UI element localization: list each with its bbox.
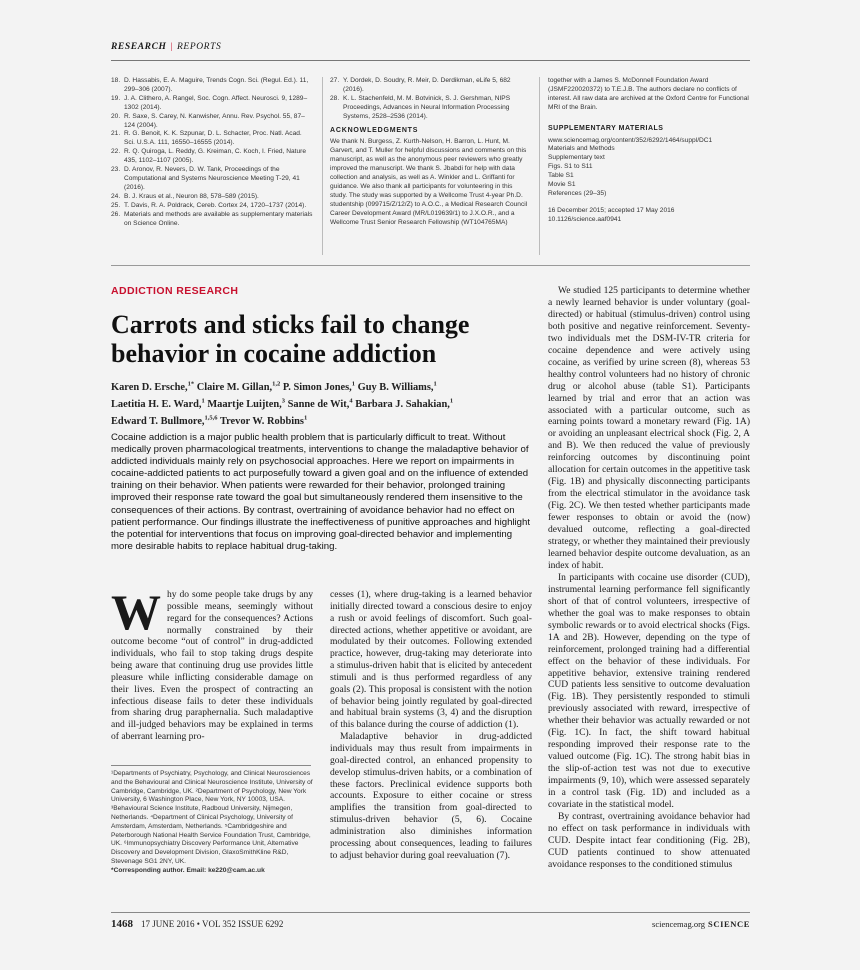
body-column-3 bbox=[548, 285, 750, 871]
acknowledgments-heading: ACKNOWLEDGMENTS bbox=[330, 126, 419, 134]
article-section-label: ADDICTION RESEARCH bbox=[111, 285, 239, 297]
reference-text: R. Q. Quiroga, L. Reddy, G. Kreiman, C. Koch, I. Fried, Nature 435, 1102–1107 (2005). bbox=[124, 148, 307, 165]
reference-text: J. A. Clithero, A. Rangel, Soc. Cogn. Affect. Neurosci. 9, 1289–1302 (2014). bbox=[124, 94, 308, 111]
corresponding-author: *Corresponding author. Email: ke220@cam.ac.uk bbox=[111, 866, 265, 874]
doi[interactable]: 10.1126/science.aaf0941 bbox=[548, 215, 622, 223]
reference-item bbox=[111, 113, 314, 131]
reference-text: T. Davis, R. A. Poldrack, Cereb. Cortex 24, 1720–1737 (2014). bbox=[124, 201, 307, 209]
reference-item bbox=[111, 130, 314, 148]
author: Barbara J. Sahakian,$^1$ bbox=[355, 397, 454, 411]
affiliations bbox=[111, 770, 313, 876]
reference-text: R. G. Benoit, K. K. Szpunar, D. L. Schacter, Proc. Natl. Acad. Sci. U.S.A. 111, 16550–16555 (2014). bbox=[124, 130, 302, 147]
body-paragraph: Why do some people take drugs by any possible means, seemingly without regard for the consequences? Actions normally constrained by their outcome become “out of control” in drug-addicted individuals, who fail to stop taking drugs despite being aware that continuing drug use provides little pleasure while inflicting considerable damage on their lives. Even the prospect of contracting an infectious disease fails to deter these individuals from sharing drug paraphernalia. Such maladaptive and ill-judged behaviors may be explained in terms of aberrant learning pro- bbox=[111, 584, 313, 743]
reference-number: 19. bbox=[111, 94, 121, 102]
supplementary-url[interactable]: www.sciencemag.org/content/352/6292/1464/suppl/DC1 bbox=[548, 136, 713, 144]
site-link[interactable]: sciencemag.org bbox=[652, 919, 705, 929]
reference-item bbox=[111, 211, 314, 229]
reference-number: 18. bbox=[111, 77, 121, 84]
author: Trevor W. Robbins$^1$ bbox=[219, 414, 308, 428]
reference-text: R. Saxe, S. Carey, N. Kanwisher, Annu. Rev. Psychol. 55, 87–124 (2004). bbox=[124, 112, 305, 129]
reference-number: 24. bbox=[111, 192, 121, 200]
reference-number: 25. bbox=[111, 201, 121, 209]
references-middle bbox=[330, 77, 531, 228]
author: Edward T. Bullmore,$^{1,5,6}$ bbox=[111, 414, 218, 428]
journal-name: SCIENCE bbox=[708, 919, 750, 929]
body-paragraph: By contrast, overtraining avoidance behavior had no effect on task performance in individuals with CUD. Despite intact fear conditioning (Fig. 2B), CUD patients continued to show attenuated avoidance responses to the conditioned stimulus bbox=[548, 810, 750, 870]
reference-item bbox=[330, 95, 531, 122]
body-paragraph: cesses (1), where drug-taking is a learned behavior initially directed toward a conscious desire to enjoy a rush or avoid feelings of discomfort. Such goal-directed actions, whether appetitive or avoidant, are modulated by their outcomes. Following extended practice, however, drug-taking may deteriorate into a stimulus-driven habit that is elicited by antecedent stimuli and is thus performed regardless of any goals (2). This proposal is consistent with the notion of behavior being jointly regulated by goal-directed and habitual brain systems (3, 4) and the disruption of this balance during the course of addiction (1). bbox=[330, 589, 532, 731]
received-accepted-dates: 16 December 2015; accepted 17 May 2016 bbox=[548, 206, 675, 214]
reference-item bbox=[330, 77, 531, 95]
supplementary-line: Movie S1 bbox=[548, 181, 576, 189]
reference-text: Y. Dordek, D. Soudry, R. Meir, D. Derdikman, eLife 5, 682 (2016). bbox=[343, 77, 511, 93]
author: Maartje Luijten,$^3$ bbox=[207, 397, 286, 411]
page-number: 1468 bbox=[111, 918, 133, 930]
reference-item bbox=[111, 166, 314, 193]
author: Laetitia H. E. Ward,$^1$ bbox=[111, 397, 205, 411]
author: Sanne de Wit,$^4$ bbox=[287, 397, 353, 411]
supplementary-line: Table S1 bbox=[548, 172, 574, 180]
reference-number: 27. bbox=[330, 77, 340, 84]
reference-text: B. J. Kraus et al., Neuron 88, 578–589 (2015). bbox=[124, 192, 259, 200]
body-paragraph: We studied 125 participants to determine whether a newly learned behavior is under voluntary (goal-directed) or habitual (stimulus-driven) control using both positive and negative reinforcement. Seventy-two individuals met the DSM-IV-TR criteria for cocaine dependence and were actively using cocaine, as verified by urine screen (8), whereas 53 healthy control volunteers had no history of chronic drug or alcohol abuse (table S1). Participants learned by trial and error that an action was associated with a particular outcome, such as earning points toward a monetary reward (Fig. 1A) or avoiding an unpleasant electrical shock (Fig. 2, A and B). We then reduced the value of previously reinforcing outcomes by discontinuing point allocation for certain outcomes in the appetitive task (Fig. 1B) and physically disconnecting participants from the electrical stimulator in the avoidance task (Fig. 2C). We then tested whether participants made fewer responses to obtain or avoid the (now) devalued outcome, reflecting a goal-directed strategy, or whether they maintained their previously learned behavior despite outcome devaluation, as an index of habit. bbox=[548, 285, 750, 571]
author: Karen D. Ersche,$^{1*}$ bbox=[111, 381, 195, 394]
reference-number: 22. bbox=[111, 148, 121, 156]
section-rule bbox=[111, 265, 750, 266]
reference-text: D. Aronov, R. Nevers, D. W. Tank, Proceedings of the Computational and Systems Neuroscience Meeting T-29, 41 (2016). bbox=[124, 166, 300, 191]
acknowledgments-text: We thank N. Burgess, Z. Kurth-Nelson, H. Barron, L. Hunt, M. Garvert, and T. Muller for helpful discussions and comments on this manuscript, as well as the anonymous peer reviewers who greatly improved the manuscript. We thank S. Jbabdi for help with data collection and analysis, as well as A. Winkler and L. Griffanti for guidance. We also thank all participants for volunteering in this study. The study was supported by a Wellcome Trust 4-year Ph.D. studentship (099715/Z/12/Z) to A.O.C., a Medical Research Council Career Development Award (MR/L019639/1) to J.X.O.R., and a Wellcome Trust Senior Research Fellowship (WT104765MA) bbox=[330, 138, 528, 226]
footer-right bbox=[652, 919, 750, 929]
reference-item bbox=[111, 193, 314, 202]
references-left bbox=[111, 77, 314, 228]
issue-info: 17 JUNE 2016 • VOL 352 ISSUE 6292 bbox=[141, 919, 284, 929]
supplementary-heading: SUPPLEMENTARY MATERIALS bbox=[548, 124, 664, 132]
references-right bbox=[548, 77, 753, 225]
reference-item bbox=[111, 148, 314, 166]
reference-number: 23. bbox=[111, 166, 121, 174]
affiliation-rule bbox=[111, 765, 311, 766]
author-list bbox=[111, 378, 531, 429]
footer-left bbox=[111, 918, 283, 930]
body-column-2 bbox=[330, 589, 532, 861]
author: Claire M. Gillan,$^{1,2}$ bbox=[196, 381, 281, 394]
supplementary-line: Materials and Methods bbox=[548, 145, 615, 153]
supplementary-line: Figs. S1 to S11 bbox=[548, 163, 593, 171]
reference-text: K. L. Stachenfeld, M. M. Botvinick, S. J. Gershman, NIPS Proceedings, Advances in Neural Information Processing Systems, 2528–2536 (2014). bbox=[343, 94, 511, 120]
supplementary-line: Supplementary text bbox=[548, 154, 605, 162]
header-section: RESEARCH bbox=[111, 42, 167, 52]
article-title: Carrots and sticks fail to change behavior in cocaine addiction bbox=[111, 310, 470, 368]
header-rule bbox=[111, 60, 750, 61]
article-abstract: Cocaine addiction is a major public health problem that is particularly difficult to treat. Without medically proven pharmacological treatments, interventions to change the maladaptive behavior of addicted individuals mainly rely on psychosocial approaches. Here we report on impairments in cocaine-addicted patients to act purposefully toward a given goal and on the influence of extended training on their behavior. When patients were rewarded for their behavior, prolonged training improved their response rate toward the goal but simultaneously rendered them insensitive to the consequences of their actions. By contrast, overtraining of avoidance behavior had no effect on patient performance. Our findings illustrate the ineffectiveness of punitive approaches and highlight the potential for interventions that focus on improving goal-directed behavior and implementing more desirable habits to replace habitual drug-taking. bbox=[111, 432, 531, 552]
reference-item bbox=[111, 77, 314, 95]
reference-text: Materials and methods are available as supplementary materials on Science Online. bbox=[124, 210, 313, 227]
reference-number: 21. bbox=[111, 130, 121, 138]
supplementary-line: References (29–35) bbox=[548, 189, 607, 197]
reference-number: 20. bbox=[111, 112, 121, 120]
acknowledgments-continued: together with a James S. McDonnell Foundation Award (JSMF220020372) to T.E.J.B. The authors declare no conflicts of interest. All raw data are archived at the Oxford Centre for Functional MRI of the Brain. bbox=[548, 77, 749, 111]
author: P. Simon Jones,$^1$ bbox=[282, 381, 356, 394]
body-column-1 bbox=[111, 584, 313, 743]
reference-item bbox=[111, 95, 314, 113]
reference-item bbox=[111, 202, 314, 211]
reference-text: D. Hassabis, E. A. Maguire, Trends Cogn. Sci. (Regul. Ed.). 11, 299–306 (2007). bbox=[124, 77, 309, 93]
author: Guy B. Williams,$^1$ bbox=[357, 381, 437, 394]
header-subsection: REPORTS bbox=[177, 42, 222, 52]
column-divider bbox=[539, 77, 540, 255]
column-divider bbox=[322, 77, 323, 255]
body-paragraph: In participants with cocaine use disorder (CUD), instrumental learning performance fell significantly short of that of control volunteers, irrespective of whether the goal was to make responses to obtain symbolic rewards or to avoid electrical shocks (Figs. 1A and 2B). However, depending on the type of reinforcement, prolonged training had a differential effect on the behavior of these individuals. For appetitive behavior, extensive training rendered CUD patients less sensitive to outcome devaluation (Fig. 1B). They persistently responded to stimuli previously associated with reward, irrespective of whether their behavior was actually rewarded or not (Fig. 1C). In fact, the shift toward habitual responding improved their response rate to the valued outcome (Fig. 1C). The strong habit bias in the slip-of-action test was not due to executive impairments (9, 10), which were assessed separately in a control task (Fig. 1D) and included as a covariate in the statistical model. bbox=[548, 571, 750, 810]
reference-number: 26. bbox=[111, 210, 121, 218]
body-paragraph: Maladaptive behavior in drug-addicted individuals may thus result from impairments in goal-directed control, an enhanced propensity to develop stimulus-driven habits, or a combination of these factors. Preclinical evidence supports both accounts. Exposure to either cocaine or stress amplifies the transition from goal-directed to stimulus-driven behavior (5, 6). Cocaine administration also diminishes information processing about consequences, leading to failures to adjust behavior during goal reevaluation (7). bbox=[330, 731, 532, 861]
footer-rule bbox=[111, 912, 750, 913]
drop-cap: W bbox=[111, 584, 161, 640]
running-header bbox=[111, 42, 221, 52]
affiliation-text: ¹Departments of Psychiatry, Psychology, and Clinical Neurosciences and the Behavioural and Clinical Neuroscience Institute, University of Cambridge, Cambridge, UK. ²Department of Psychology, New York University, 6 Washington Place, New York, NY 10003, USA. ³Behavioural Science Institute, Radboud University, Nijmegen, Netherlands. ⁴Department of Clinical Psychology, University of Amsterdam, Amsterdam, Netherlands. ⁵Cambridgeshire and Peterborough National Health Service Foundation Trust, Cambridge, UK. ⁶Immunopsychiatry Discovery Performance Unit, Alternative Discovery and Development Division, GlaxoSmithKline R&D, Stevenage SG1 2NY, UK. bbox=[111, 770, 313, 865]
header-separator: | bbox=[170, 42, 174, 52]
reference-number: 28. bbox=[330, 94, 340, 102]
